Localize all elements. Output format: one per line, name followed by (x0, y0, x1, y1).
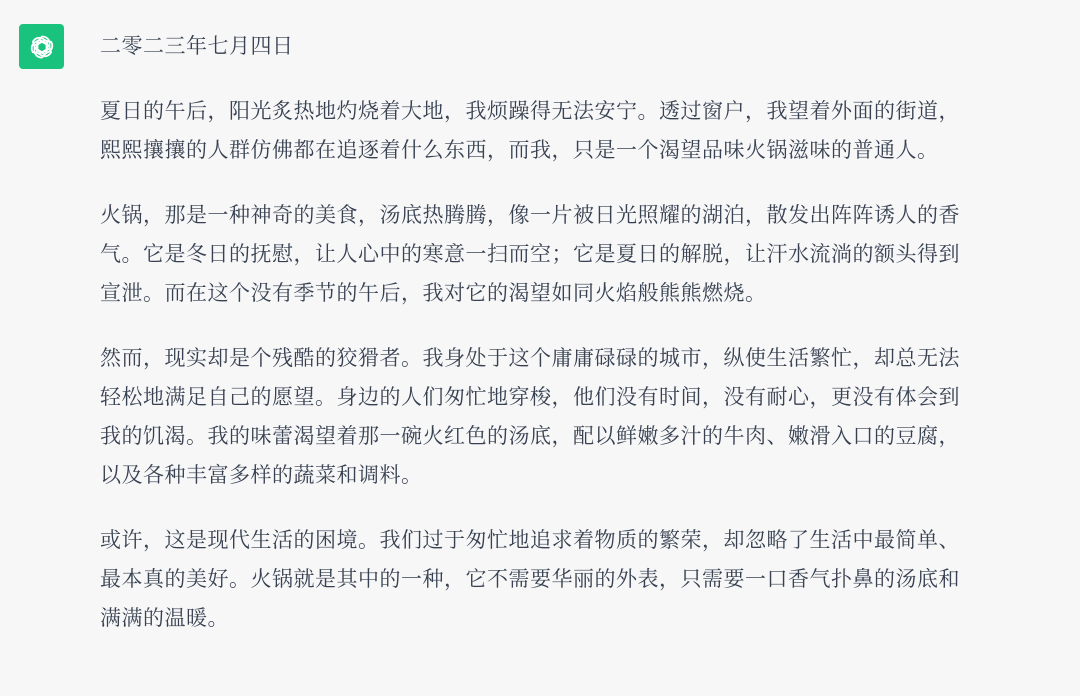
paragraph-4 (100, 521, 1060, 638)
paragraph-line: 火锅，那是一种神奇的美食，汤底热腾腾，像一片被日光照耀的湖泊，散发出阵阵诱人的香 (100, 203, 960, 227)
paragraph-line: 最本真的美好。火锅就是其中的一种，它不需要华丽的外表，只需要一口香气扑鼻的汤底和 (100, 567, 960, 591)
paragraph-line: 气。它是冬日的抚慰，让人心中的寒意一扫而空；它是夏日的解脱，让汗水流淌的额头得到 (100, 242, 960, 266)
paragraph-line: 宣泄。而在这个没有季节的午后，我对它的渴望如同火焰般熊熊燃烧。 (100, 281, 767, 305)
paragraph-line: 然而，现实却是个残酷的狡猾者。我身处于这个庸庸碌碌的城市，纵使生活繁忙，却总无法 (100, 346, 960, 370)
paragraph-1 (100, 92, 1060, 170)
paragraph-2 (100, 196, 1060, 313)
paragraph-line: 或许，这是现代生活的困境。我们过于匆忙地追求着物质的繁荣，却忽略了生活中最简单、 (100, 528, 960, 552)
date-line: 二零二三年七月四日 (100, 34, 294, 58)
assistant-avatar (19, 24, 64, 69)
paragraph-line: 夏日的午后，阳光炙热地灼烧着大地，我烦躁得无法安宁。透过窗户，我望着外面的街道， (100, 99, 960, 123)
message-content (100, 27, 1060, 664)
paragraph-line: 以及各种丰富多样的蔬菜和调料。 (100, 463, 423, 487)
paragraph-line: 满满的温暖。 (100, 606, 229, 630)
paragraph-3 (100, 339, 1060, 495)
paragraph-line: 我的饥渴。我的味蕾渴望着那一碗火红色的汤底，配以鲜嫩多汁的牛肉、嫩滑入口的豆腐， (100, 424, 960, 448)
paragraph-line: 熙熙攘攘的人群仿佛都在追逐着什么东西，而我，只是一个渴望品味火锅滋味的普通人。 (100, 138, 939, 162)
openai-logo-icon (27, 32, 57, 62)
paragraph-line: 轻松地满足自己的愿望。身边的人们匆忙地穿梭，他们没有时间，没有耐心，更没有体会到 (100, 385, 960, 409)
